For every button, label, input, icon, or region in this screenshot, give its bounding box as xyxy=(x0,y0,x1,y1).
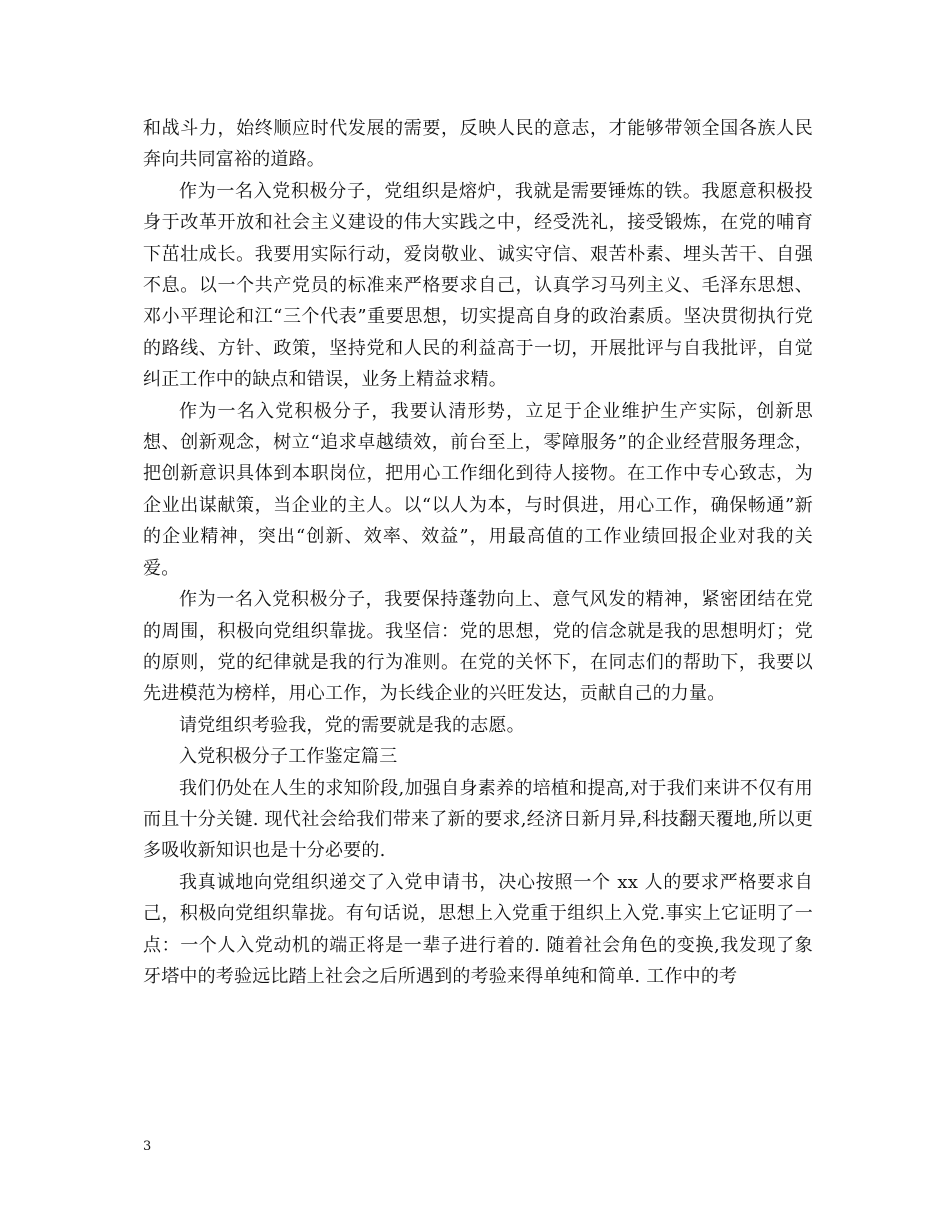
section-heading: 入党积极分子工作鉴定篇三 xyxy=(179,746,398,768)
paragraph-innovation: 作为一名入党积极分子，我要认清形势，立足于企业维护生产实际，创新思想、创新观念，树立“追求卓越绩效，前台至上，零障服务”的企业经营服务理念，把创新意识具体到本职岗位，把用心工作细化到待人接物。在工作中专心致志，为企业出谋献策，当企业的主人。以“以人为本，与时俱进，用心工作，确保畅通”新的企业精神，突出“创新、效率、效益”，用最高值的工作业绩回报企业对我的关爱。 xyxy=(143,400,813,579)
page-number: 3 xyxy=(143,1139,152,1154)
paragraph-continued: 和战斗力，始终顺应时代发展的需要，反映人民的意志，才能够带领全国各族人民奔向共同富裕的道路。 xyxy=(143,118,813,171)
body-text xyxy=(143,113,813,992)
paragraph-application: 我真诚地向党组织递交了入党申请书，决心按照一个 xx 人的要求严格要求自己，积极向党组织靠拢。有句话说，思想上入党重于组织上入党.事实上它证明了一点：一个人入党动机的端正将是一辈子进行着的. 随着社会角色的变换,我发现了象牙塔中的考验远比踏上社会之后所遇到的考验来得单纯和简单. 工作中的考 xyxy=(143,871,813,987)
paragraph-learning: 我们仍处在人生的求知阶段,加强自身素养的培植和提高,对于我们来讲不仅有用而且十分关键. 现代社会给我们带来了新的要求,经济日新月异,科技翻天覆地,所以更多吸收新知识也是十分必要的. xyxy=(143,777,813,862)
paragraph-request: 请党组织考验我，党的需要就是我的志愿。 xyxy=(179,714,525,736)
paragraph-furnace: 作为一名入党积极分子，党组织是熔炉，我就是需要锤炼的铁。我愿意积极投身于改革开放和社会主义建设的伟大实践之中，经受洗礼，接受锻炼，在党的哺育下茁壮成长。我要用实际行动，爱岗敬业、诚实守信、艰苦朴素、埋头苦干、自强不息。以一个共产党员的标准来严格要求自己，认真学习马列主义、毛泽东思想、邓小平理论和江“三个代表”重要思想，切实提高自身的政治素质。坚决贯彻执行党的路线、方针、政策，坚持党和人民的利益高于一切，开展批评与自我批评，自觉纠正工作中的缺点和错误，业务上精益求精。 xyxy=(143,180,813,391)
paragraph-spirit: 作为一名入党积极分子，我要保持蓬勃向上、意气风发的精神，紧密团结在党的周围，积极向党组织靠拢。我坚信：党的思想，党的信念就是我的思想明灯；党的原则，党的纪律就是我的行为准则。在党的关怀下，在同志们的帮助下，我要以先进模范为榜样，用心工作，为长线企业的兴旺发达，贡献自己的力量。 xyxy=(143,589,813,705)
